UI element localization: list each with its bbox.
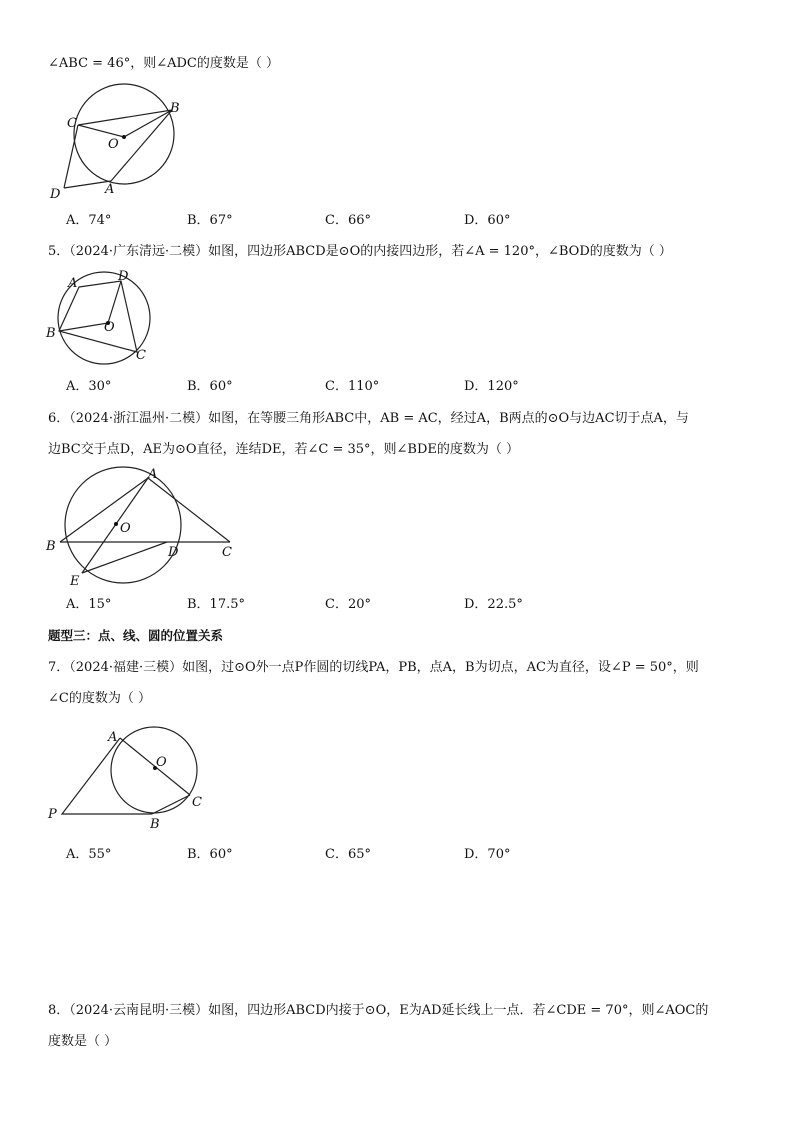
q7-label-a: A <box>108 730 118 745</box>
q4-label-c: C <box>67 116 77 131</box>
q7-stem-line2: ∠C的度数为（ ） <box>48 691 151 706</box>
q5-label-b: B <box>46 326 56 341</box>
q6-stem-line2: 边BC交于点D，AE为⊙O直径，连结DE，若∠C = 35°，则∠BDE的度数为（ ） <box>48 442 520 457</box>
q7-label-c: C <box>192 795 202 810</box>
q4-option-d[interactable]: D．60° <box>464 213 511 228</box>
q6-label-c: C <box>222 545 232 560</box>
q6-option-d[interactable]: D．22.5° <box>464 597 523 612</box>
q6-label-a: A <box>148 467 158 482</box>
q7-option-b[interactable]: B．60° <box>187 847 233 862</box>
q4-option-a[interactable]: A．74° <box>66 213 112 228</box>
q7-label-o: O <box>156 755 167 770</box>
q5-option-c[interactable]: C．110° <box>325 379 380 394</box>
q7-label-b: B <box>150 817 160 832</box>
q5-option-b[interactable]: B．60° <box>187 379 233 394</box>
q7-figure <box>40 722 215 837</box>
q7-option-c[interactable]: C．65° <box>325 847 371 862</box>
q4-stem-tail: ∠ABC = 46°，则∠ADC的度数是（ ） <box>48 56 280 71</box>
q4-figure <box>40 80 200 205</box>
q6-label-d: D <box>168 545 179 560</box>
q4-option-b[interactable]: B．67° <box>187 213 233 228</box>
q6-stem-line1: 6．（2024·浙江温州·二模）如图，在等腰三角形ABC中，AB = AC，经过A，B两点的⊙O与边AC切于点A，与 <box>48 411 689 426</box>
q6-label-o: O <box>120 521 131 536</box>
q7-label-p: P <box>48 807 57 822</box>
q4-label-o: O <box>108 137 119 152</box>
q6-label-b: B <box>46 539 56 554</box>
q7-option-a[interactable]: A．55° <box>66 847 112 862</box>
q6-option-c[interactable]: C．20° <box>325 597 371 612</box>
q5-stem: 5．（2024·广东清远·二模）如图，四边形ABCD是⊙O的内接四边形，若∠A = 120°，∠BOD的度数为（ ） <box>48 244 672 259</box>
q8-stem-line2: 度数是（ ） <box>48 1034 118 1049</box>
q6-label-e: E <box>70 574 80 589</box>
q4-label-b: B <box>170 101 180 116</box>
q5-option-d[interactable]: D．120° <box>464 379 519 394</box>
q5-option-a[interactable]: A．30° <box>66 379 112 394</box>
q5-label-o: O <box>104 320 115 335</box>
q4-option-c[interactable]: C．66° <box>325 213 371 228</box>
q7-stem-line1: 7．（2024·福建·三模）如图，过⊙O外一点P作圆的切线PA，PB，点A，B为切点，AC为直径，设∠P = 50°，则 <box>48 660 699 675</box>
q8-stem-line1: 8．（2024·云南昆明·三模）如图，四边形ABCD内接于⊙O，E为AD延长线上一点．若∠CDE = 70°，则∠AOC的 <box>48 1003 709 1018</box>
q7-option-d[interactable]: D．70° <box>464 847 511 862</box>
q6-figure <box>40 462 250 592</box>
q5-label-c: C <box>136 348 146 363</box>
q6-option-a[interactable]: A．15° <box>66 597 112 612</box>
section-heading: 题型三：点、线、圆的位置关系 <box>48 628 224 643</box>
q5-figure <box>40 265 160 375</box>
q4-label-a: A <box>105 182 115 197</box>
q5-label-d: D <box>118 269 129 284</box>
q6-option-b[interactable]: B．17.5° <box>187 597 245 612</box>
q4-label-d: D <box>50 187 61 202</box>
q5-label-a: A <box>68 276 78 291</box>
